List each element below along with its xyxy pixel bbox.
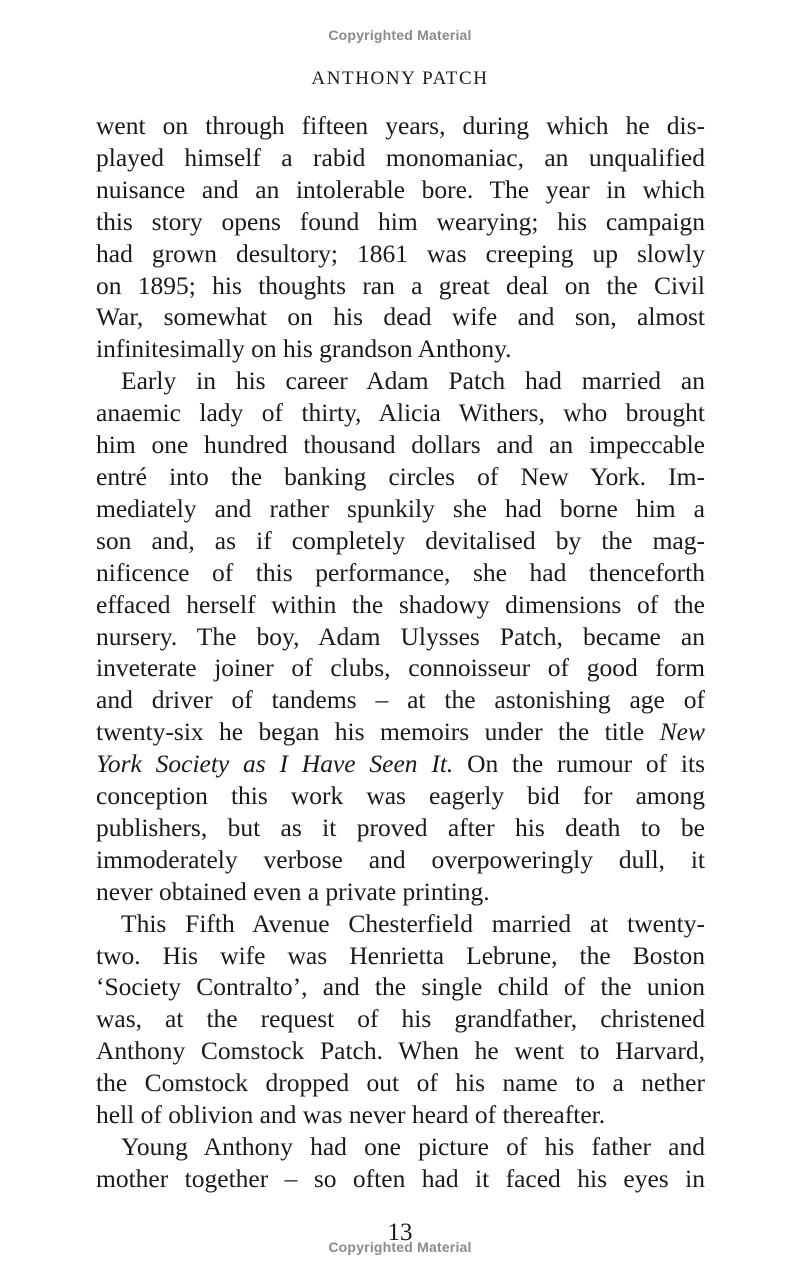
text-line: was, at the request of his grandfather, christened — [96, 1004, 705, 1034]
text-line: entré into the banking circles of New York. Im- — [96, 461, 705, 491]
text-line: son and, as if completely devitalised by the mag- — [96, 525, 705, 555]
text-line: two. His wife was Henrietta Lebrune, the Boston — [96, 940, 705, 970]
text-line: publishers, but as it proved after his death to be — [96, 812, 705, 842]
copyright-watermark-bottom: Copyrighted Material — [328, 1239, 472, 1255]
text-line: hell of oblivion and was never heard of thereafter. — [96, 1100, 606, 1130]
paragraph-4 — [96, 1131, 705, 1195]
text-line: Early in his career Adam Patch had married an — [121, 366, 705, 396]
text-line: on 1895; his thoughts ran a great deal on the Civil — [96, 270, 705, 300]
text-line: mother together – so often had it faced his eyes in — [96, 1163, 705, 1193]
text-line: the Comstock dropped out of his name to a nether — [96, 1068, 705, 1098]
text-segment: On the rumour of its — [453, 749, 705, 779]
text-line — [96, 716, 705, 748]
text-line: mediately and rather spunkily she had borne him a — [96, 493, 705, 523]
text-line: nuisance and an intolerable bore. The year in which — [96, 174, 705, 204]
text-line: Young Anthony had one picture of his father and — [121, 1132, 705, 1161]
text-line: this story opens found him wearying; his campaign — [96, 206, 705, 236]
text-line: Anthony Comstock Patch. When he went to Harvard, — [96, 1036, 705, 1066]
text-line: This Fifth Avenue Chesterfield married at twenty- — [121, 908, 705, 938]
text-line: and driver of tandems – at the astonishing age of — [96, 685, 705, 715]
text-line: nificence of this performance, she had thenceforth — [96, 557, 705, 587]
text-line: went on through fifteen years, during which he dis- — [96, 111, 705, 140]
body-text — [96, 110, 705, 1195]
book-title-italic: New — [659, 717, 705, 747]
text-line: never obtained even a private printing. — [96, 876, 490, 906]
text-line: War, somewhat on his dead wife and son, almost — [96, 302, 705, 332]
paragraph-1 — [96, 110, 705, 365]
text-line: nursery. The boy, Adam Ulysses Patch, became an — [96, 621, 705, 651]
paragraph-3 — [96, 908, 705, 1131]
text-line: anaemic lady of thirty, Alicia Withers, who brought — [96, 398, 705, 428]
text-segment: twenty-six he began his memoirs under the title — [96, 717, 660, 747]
book-title-italic: York Society as I Have Seen It. — [96, 749, 454, 779]
text-line: infinitesimally on his grandson Anthony. — [96, 334, 512, 364]
text-line: conception this work was eagerly bid for among — [96, 781, 705, 811]
text-line: inveterate joiner of clubs, connoisseur of good form — [96, 653, 705, 683]
text-line: him one hundred thousand dollars and an impeccable — [96, 430, 705, 460]
text-line: ‘Society Contralto’, and the single child of the union — [96, 972, 705, 1002]
page-number: 13 — [387, 1219, 413, 1246]
text-line: played himself a rabid monomaniac, an unqualified — [96, 142, 705, 172]
text-line: had grown desultory; 1861 was creeping up slowly — [96, 238, 705, 268]
copyright-watermark-top: Copyrighted Material — [328, 27, 472, 43]
running-head: ANTHONY PATCH — [311, 68, 489, 89]
text-line: immoderately verbose and overpoweringly dull, it — [96, 844, 705, 874]
text-line — [96, 748, 705, 780]
text-line: effaced herself within the shadowy dimensions of the — [96, 589, 705, 619]
paragraph-2 — [96, 365, 705, 907]
